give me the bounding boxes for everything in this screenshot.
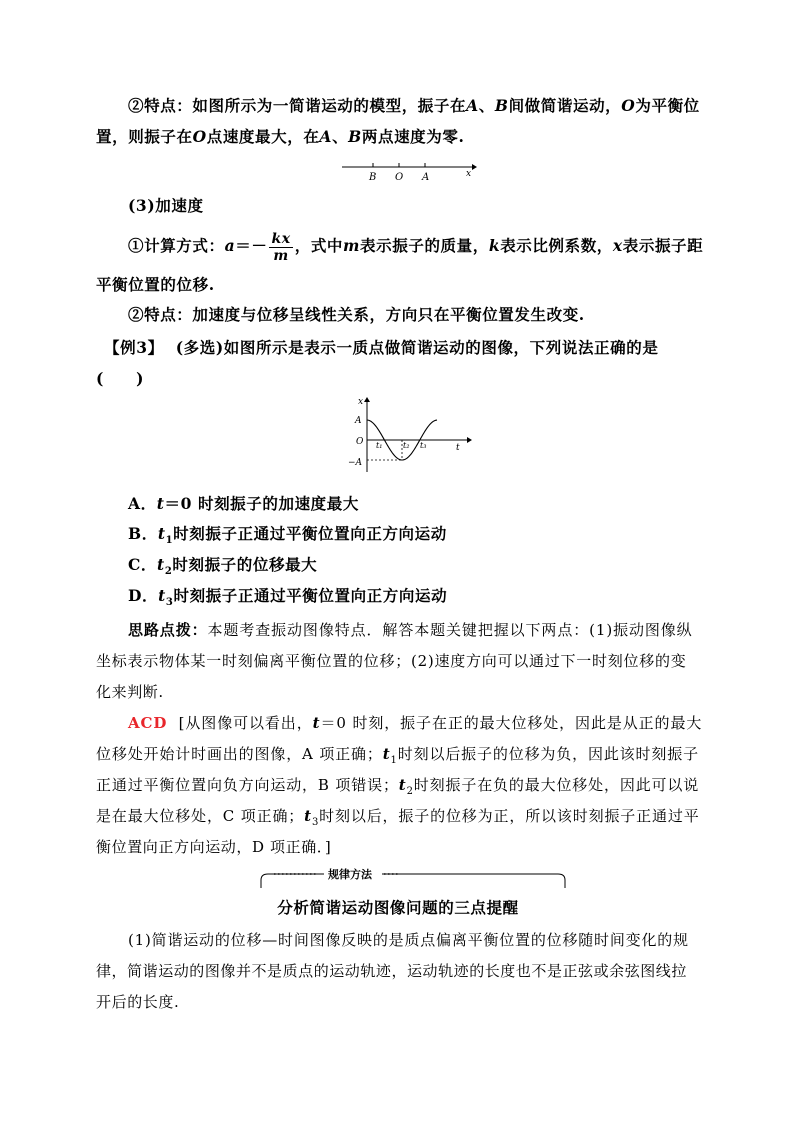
answer-line-2: 位移处开始计时画出的图像，A 项正确；$t_1$时刻以后振子的位移为负，因此该时刻振子 (96, 745, 699, 766)
example-question: 【例3】 (多选)如图所示是表示一质点做简谐运动的图像，下列说法正确的是 (104, 338, 659, 357)
axis-label-a: A (422, 172, 430, 183)
y-arrow-icon (364, 397, 370, 402)
option-d[interactable]: D．$t_3$时刻振子正通过平衡位置向正方向运动 (128, 586, 448, 609)
method-title: 分析简谐运动图像问题的三点提醒 (277, 898, 519, 917)
option-b[interactable]: B．$t_1$时刻振子正通过平衡位置向正方向运动 (128, 524, 447, 547)
answer-line-1: ACD [从图像可以看出，t＝0 时刻，振子在正的最大位移处，因此是从正的最大 (128, 714, 703, 732)
t-axis-label: t (456, 443, 460, 453)
acceleration-formula-line: ①计算方式：a＝－ $\frac{kx}{m}$ ，式中m表示振子的质量，k表示比例系数，x表示振子距 (128, 230, 704, 264)
axis-label-b: B (369, 172, 377, 183)
t2-label: t₂ (403, 441, 410, 450)
acceleration-line-2: 平衡位置的位移. (96, 275, 215, 294)
example-paren: ( ) (96, 369, 145, 388)
method-p1-line-1: (1)简谐运动的位移—时间图像反映的是质点偏离平衡位置的位移随时间变化的规 (128, 931, 689, 949)
axis-label-x: x (466, 169, 472, 179)
y-axis-label: x (358, 397, 364, 407)
axis-arrow-icon (472, 164, 477, 170)
axis-label-o: O (395, 172, 404, 183)
method-p1-line-2: 律，简谐运动的图像并不是质点的运动轨迹，运动轨迹的长度也不是正弦或余弦图线拉 (96, 962, 687, 980)
formula-fraction: $\frac{kx}{m}$ (271, 230, 291, 264)
feature-line-1: ②特点：如图所示为一简谐运动的模型，振子在A、B间做简谐运动，O为平衡位 (128, 96, 700, 115)
feature-line-2: 置，则振子在O点速度最大，在A、B两点速度为零. (96, 127, 465, 146)
method-p1-line-3: 开后的长度. (96, 993, 180, 1011)
answer-line-3: 正通过平衡位置向负方向运动，B 项错误；$t_2$时刻振子在负的最大位移处，因此可以说 (96, 776, 700, 797)
acceleration-heading: (3)加速度 (128, 196, 204, 215)
tick-label-neg-a: −A (348, 458, 363, 468)
hint-line-2: 坐标表示物体某一时刻偏离平衡位置的位移；(2)速度方向可以通过下一时刻位移的变 (96, 652, 687, 670)
banner-label: 规律方法 (328, 868, 372, 881)
acceleration-feature: ②特点：加速度与位移呈线性关系，方向只在平衡位置发生改变. (128, 305, 585, 324)
answer-line-4: 是在最大位移处，C 项正确；$t_3$时刻以后，振子的位移为正，所以该时刻振子正通过平 (96, 807, 700, 828)
hint-line-3: 化来判断. (96, 683, 164, 701)
oscillator-axis-figure (338, 158, 478, 184)
t3-label: t₃ (420, 441, 427, 450)
option-c[interactable]: C．$t_2$时刻振子的位移最大 (128, 555, 318, 578)
feature-marker: ②特点： (128, 96, 193, 115)
hint-line-1: 思路点拨：本题考查振动图像特点．解答本题关键把握以下两点：(1)振动图像纵 (128, 621, 693, 639)
t-arrow-icon (467, 437, 472, 443)
shm-graph (340, 396, 475, 474)
answer-line-5: 衡位置向正方向运动，D 项正确．] (96, 838, 332, 856)
example-tag: 【例3】 (104, 338, 164, 357)
hint-label: 思路点拨： (128, 621, 208, 639)
method-banner (258, 866, 568, 890)
option-a[interactable]: A．t＝0 时刻振子的加速度最大 (128, 494, 359, 513)
t1-label: t₁ (376, 441, 383, 450)
answer-key: ACD (128, 714, 168, 732)
banner-frame (261, 874, 565, 888)
tick-label-o: O (356, 437, 364, 447)
tick-label-a: A (355, 416, 362, 426)
